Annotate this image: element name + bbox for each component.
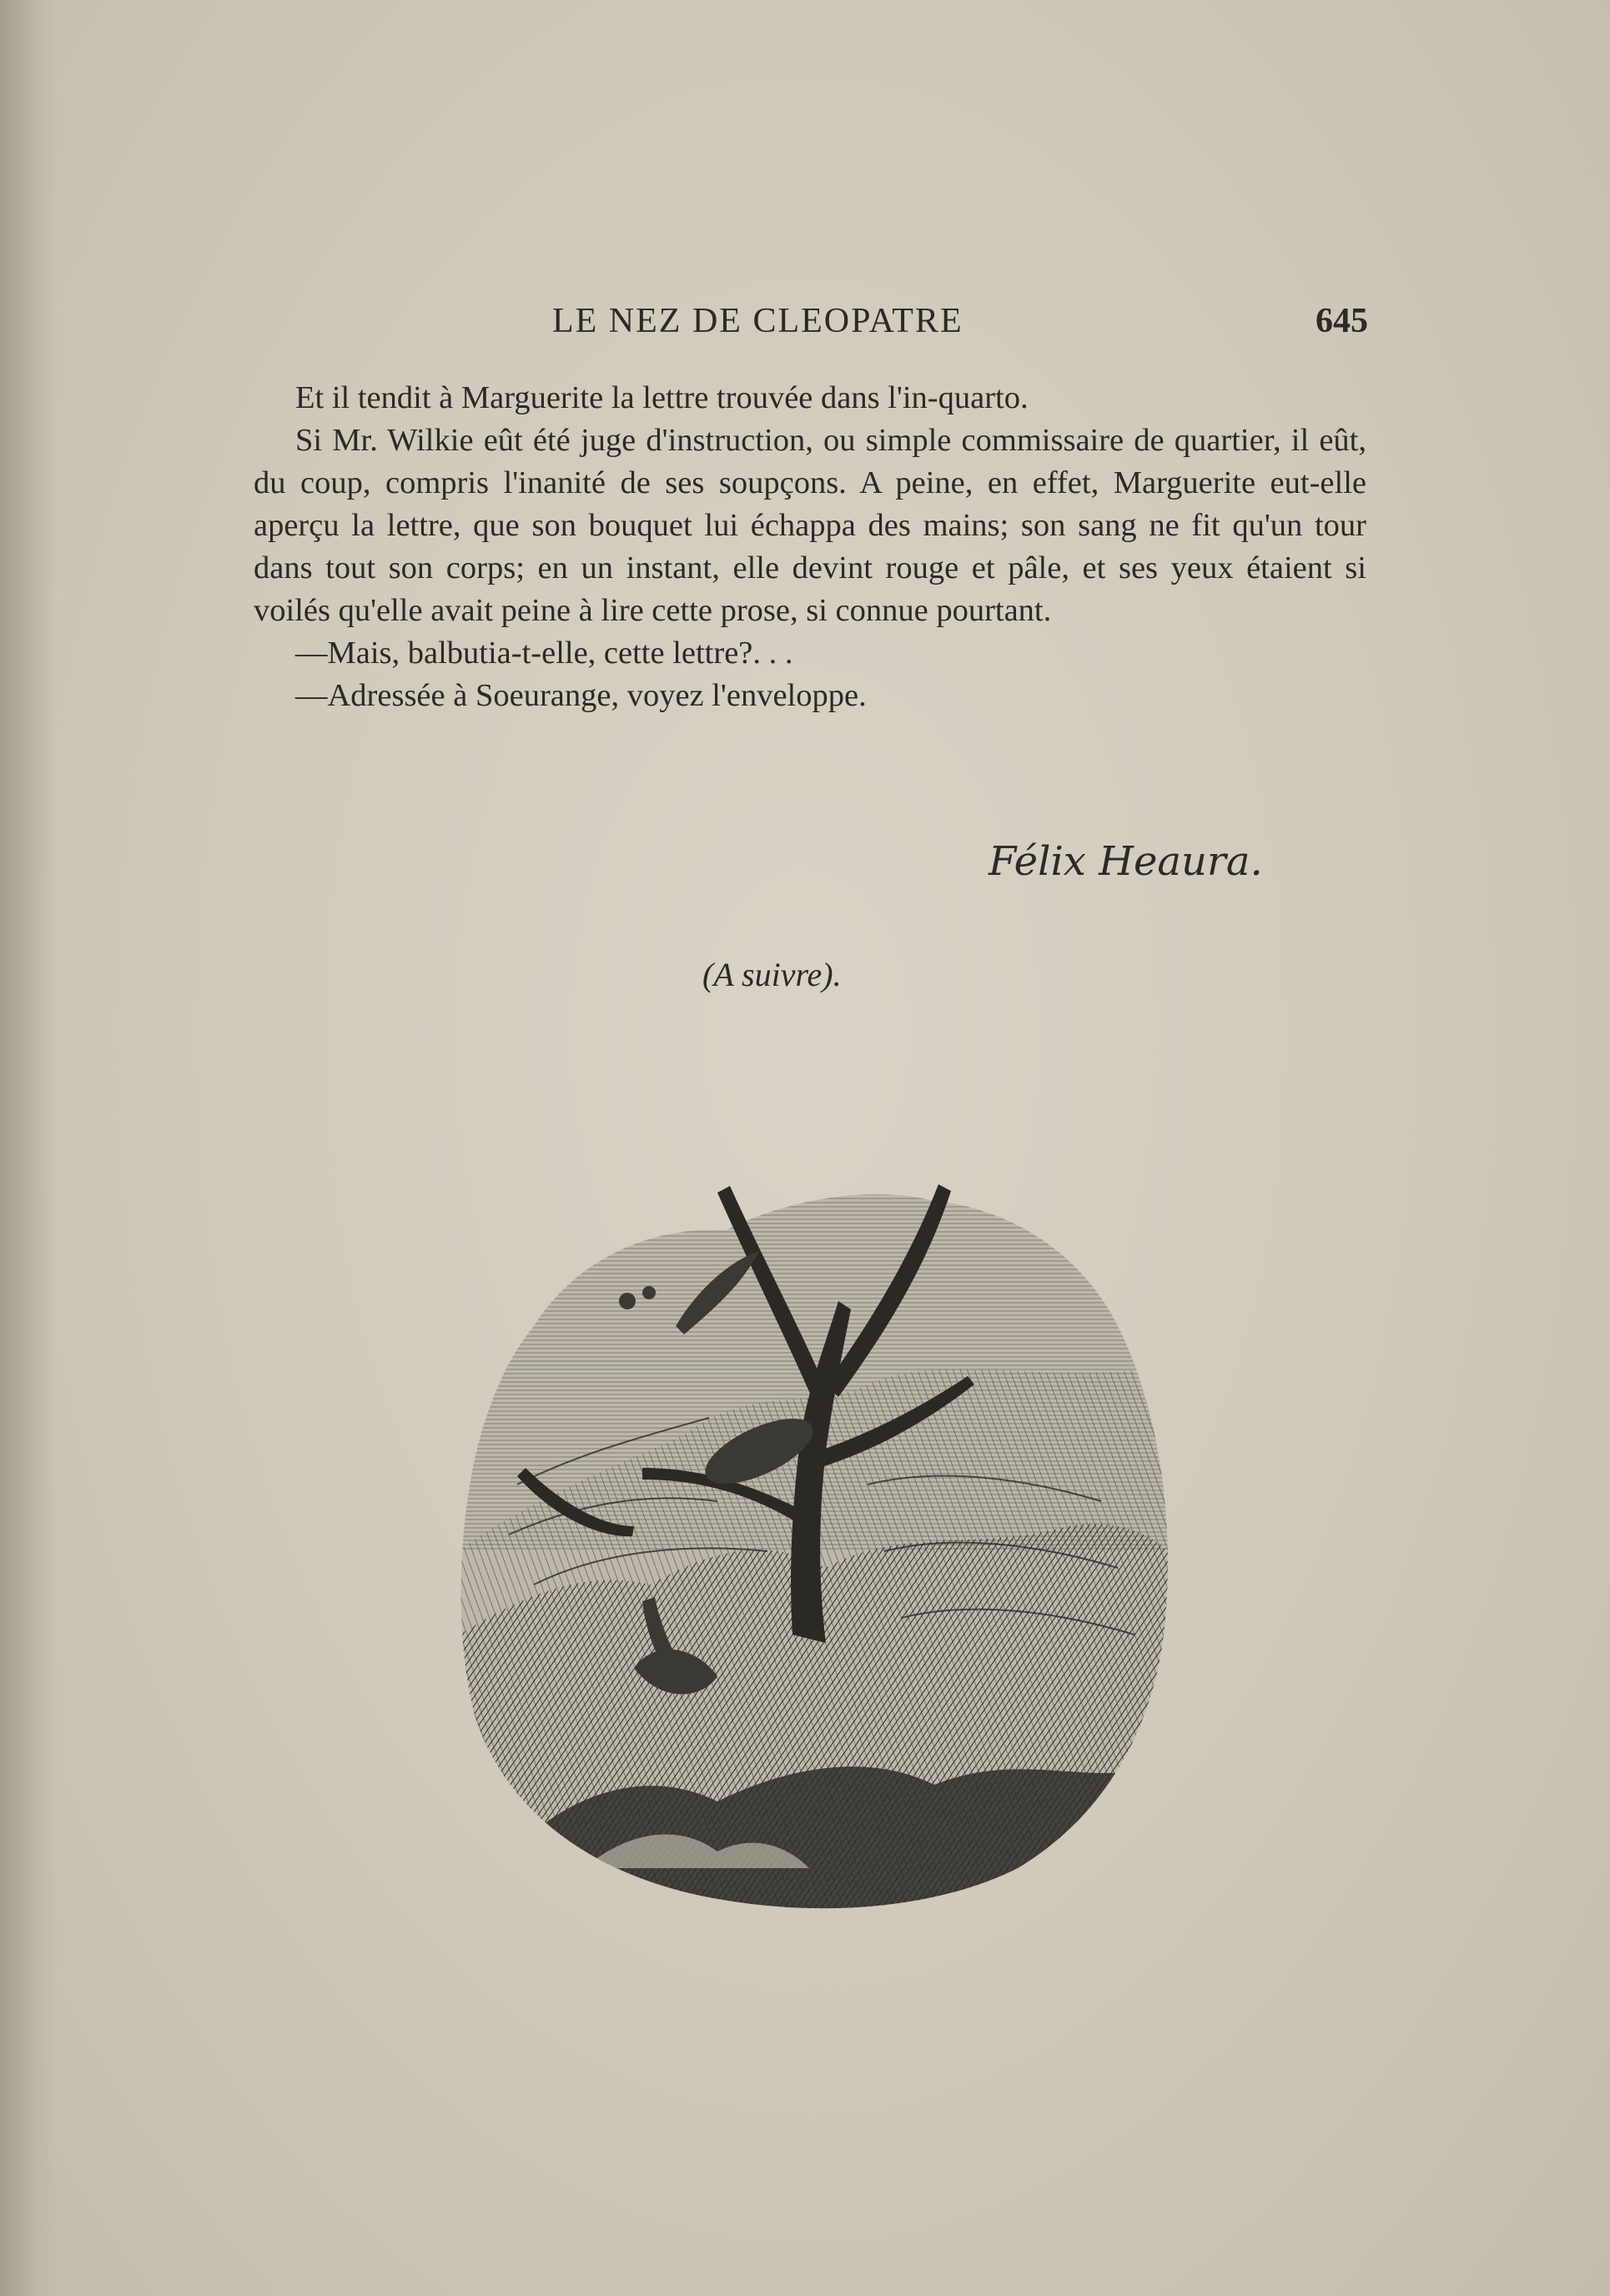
engraved-vignette	[434, 1134, 1168, 1910]
paragraph: —Mais, balbutia-t-elle, cette lettre?. . .	[295, 636, 793, 671]
paragraph: Et il tendit à Marguerite la lettre trouvée dans l'in-quarto.	[295, 380, 1029, 415]
paragraph: —Adressée à Soeurange, voyez l'enveloppe.	[295, 678, 867, 713]
page-number: 645	[1316, 302, 1368, 340]
running-title: LE NEZ DE CLEOPATRE	[552, 302, 963, 340]
body-text	[254, 377, 1366, 717]
book-gutter	[0, 0, 58, 2296]
paragraph: Si Mr. Wilkie eût été juge d'instruction, ou simple commissaire de quartier, il eût, du coup, compris l'inanité de ses soupçons. A peine, en effet, Marguerite eut-elle aperçu la lettre, que son bouquet lui échappa des mains; son sang ne fit qu'un tour dans tout son corps; en un instant, elle devint rouge et pâle, et ses yeux étaient si voilés qu'elle avait peine à lire cette prose, si connue pourtant.	[254, 423, 1366, 628]
running-header	[250, 296, 1368, 346]
author-signature: Félix Heaura.	[989, 838, 1263, 885]
to-be-continued: (A suivre).	[702, 956, 842, 993]
